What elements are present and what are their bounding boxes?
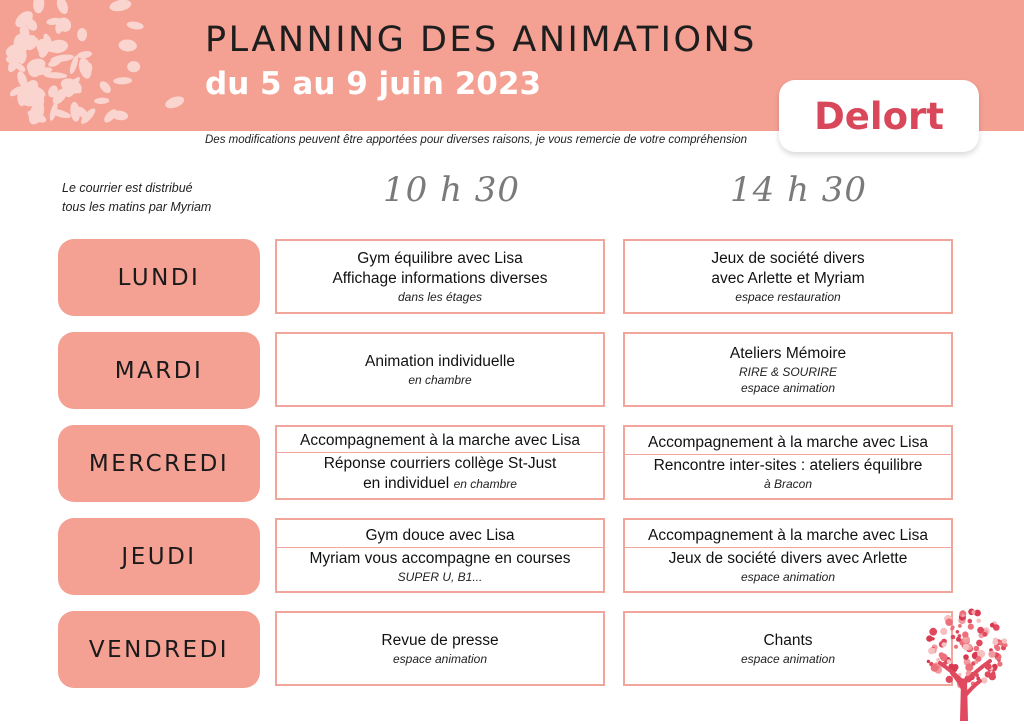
activity-text: Accompagnement à la marche avec Lisa xyxy=(647,527,928,544)
activity-location: SUPER U, B1... xyxy=(397,570,483,584)
tree-leaf xyxy=(939,652,945,658)
activity-text: Rencontre inter-sites : ateliers équilibre xyxy=(653,457,923,474)
page-subtitle-dates: du 5 au 9 juin 2023 xyxy=(205,66,542,102)
activity-location: en chambre xyxy=(453,477,517,491)
tree-leaf xyxy=(977,627,984,634)
cell-lundi-afternoon xyxy=(623,239,953,314)
activity-subtitle: RIRE & SOURIRE xyxy=(738,364,837,379)
cell-mardi-afternoon xyxy=(623,332,953,407)
leaf-shape xyxy=(113,77,132,85)
activity-text: Ateliers Mémoire xyxy=(729,344,847,362)
leaves-decoration xyxy=(0,0,190,131)
leaf-shape xyxy=(98,79,114,95)
leaf-shape xyxy=(164,94,186,111)
leaf-shape xyxy=(77,50,93,59)
tree-leaf xyxy=(968,619,973,624)
activity-location: en chambre xyxy=(408,372,472,387)
tree-leaf xyxy=(961,610,965,614)
day-label-mercredi: MERCREDI xyxy=(58,425,260,502)
tree-leaf xyxy=(971,610,975,614)
tree-leaf xyxy=(965,663,973,671)
tree-leaf xyxy=(929,628,937,636)
tree-leaf xyxy=(942,642,947,647)
tree-leaf xyxy=(961,614,964,617)
tree-leaf xyxy=(992,639,998,645)
tree-leaf xyxy=(927,660,930,663)
mail-note xyxy=(62,179,211,217)
activity-text: Gym équilibre avec Lisa xyxy=(357,249,523,267)
tree-leaf xyxy=(947,659,951,663)
activity-text: Animation individuelle xyxy=(365,352,515,370)
activity-location: espace animation xyxy=(392,651,488,666)
mail-note-line1: Le courrier est distribué xyxy=(62,181,193,195)
activity-text: Jeux de société divers avec Arlette xyxy=(668,550,908,567)
activity-location: espace animation xyxy=(740,380,836,395)
tree-leaf xyxy=(976,656,982,662)
mail-note-line2: tous les matins par Myriam xyxy=(62,200,212,214)
brand-logo: Delort xyxy=(779,80,979,152)
activity-text: Chants xyxy=(763,631,813,649)
leaf-shape xyxy=(109,0,133,13)
notice-text: Des modifications peuvent être apportées pour diverses raisons, je vous remercie de votre compréhension xyxy=(205,134,748,146)
tree-leaf xyxy=(1002,638,1007,643)
tree-leaf xyxy=(963,644,970,651)
leaf-shape xyxy=(94,97,110,104)
tree-leaf xyxy=(931,664,939,672)
tree-leaf xyxy=(951,626,955,630)
tree-leaf xyxy=(963,654,969,660)
tree-leaf xyxy=(945,619,952,626)
activity-text-line xyxy=(281,474,599,494)
tree-leaf xyxy=(985,671,991,677)
tree-leaf xyxy=(928,647,935,654)
activity-text: Affichage informations diverses xyxy=(332,269,548,287)
cell-lundi-morning xyxy=(275,239,605,314)
activity-location: espace animation xyxy=(740,651,836,666)
day-label-jeudi: JEUDI xyxy=(58,518,260,595)
tree-leaf xyxy=(976,640,983,647)
tree-leaf xyxy=(968,624,974,630)
tree-leaf xyxy=(988,651,995,658)
leaf-shape xyxy=(118,39,137,53)
tree-leaf xyxy=(931,637,934,640)
cell-jeudi-afternoon xyxy=(623,518,953,593)
activity-text: Gym douce avec Lisa xyxy=(365,527,515,544)
activity-text: Revue de presse xyxy=(381,631,499,649)
cell-mercredi-morning xyxy=(275,425,605,500)
cell-mardi-morning xyxy=(275,332,605,407)
tree-leaf xyxy=(954,645,958,649)
cell-jeudi-morning xyxy=(275,518,605,593)
time-morning: 10 h 30 xyxy=(383,170,521,210)
leaf-shape xyxy=(127,61,140,72)
leaf-shape xyxy=(69,101,81,122)
activity-location: espace animation xyxy=(740,570,836,584)
tree-leaf xyxy=(946,676,953,683)
leaf-shape xyxy=(77,28,87,41)
tree-leaf xyxy=(940,628,947,635)
tree-leaf xyxy=(956,637,961,642)
cell-vendredi-afternoon xyxy=(623,611,953,686)
leaf-shape xyxy=(32,0,44,14)
tree-leaf xyxy=(962,631,968,637)
day-label-lundi: LUNDI xyxy=(58,239,260,316)
tree-icon xyxy=(922,601,1010,721)
leaf-shape xyxy=(55,0,71,16)
activity-text: Accompagnement à la marche avec Lisa xyxy=(299,432,580,449)
activity-location: dans les étages xyxy=(397,289,483,304)
tree-leaf xyxy=(976,619,981,624)
activity-text: Myriam vous accompagne en courses xyxy=(309,550,571,567)
activity-text: Jeux de société divers xyxy=(711,249,865,267)
tree-leaf xyxy=(983,632,988,637)
tree-leaf xyxy=(974,646,980,652)
tree-leaf xyxy=(951,635,956,640)
activity-text: Accompagnement à la marche avec Lisa xyxy=(647,434,928,451)
day-label-mardi: MARDI xyxy=(58,332,260,409)
activity-location: espace restauration xyxy=(735,289,841,304)
tree-leaf xyxy=(990,623,995,628)
tree-leaf xyxy=(997,661,1002,666)
activity-text: avec Arlette et Myriam xyxy=(711,269,865,287)
leaf-shape xyxy=(126,20,144,30)
page-title: PLANNING DES ANIMATIONS xyxy=(205,20,757,60)
activity-location: à Bracon xyxy=(763,477,813,491)
time-afternoon: 14 h 30 xyxy=(730,170,868,210)
activity-text: en individuel xyxy=(363,475,450,492)
cell-mercredi-afternoon xyxy=(623,425,953,500)
cell-vendredi-morning xyxy=(275,611,605,686)
activity-text: Réponse courriers collège St-Just xyxy=(323,455,557,472)
tree-leaf xyxy=(956,630,960,634)
tree-leaf xyxy=(995,646,1000,651)
tree-leaf xyxy=(981,677,987,683)
day-label-vendredi: VENDREDI xyxy=(58,611,260,688)
tree-leaf xyxy=(958,634,962,638)
tree-leaf xyxy=(958,624,962,628)
